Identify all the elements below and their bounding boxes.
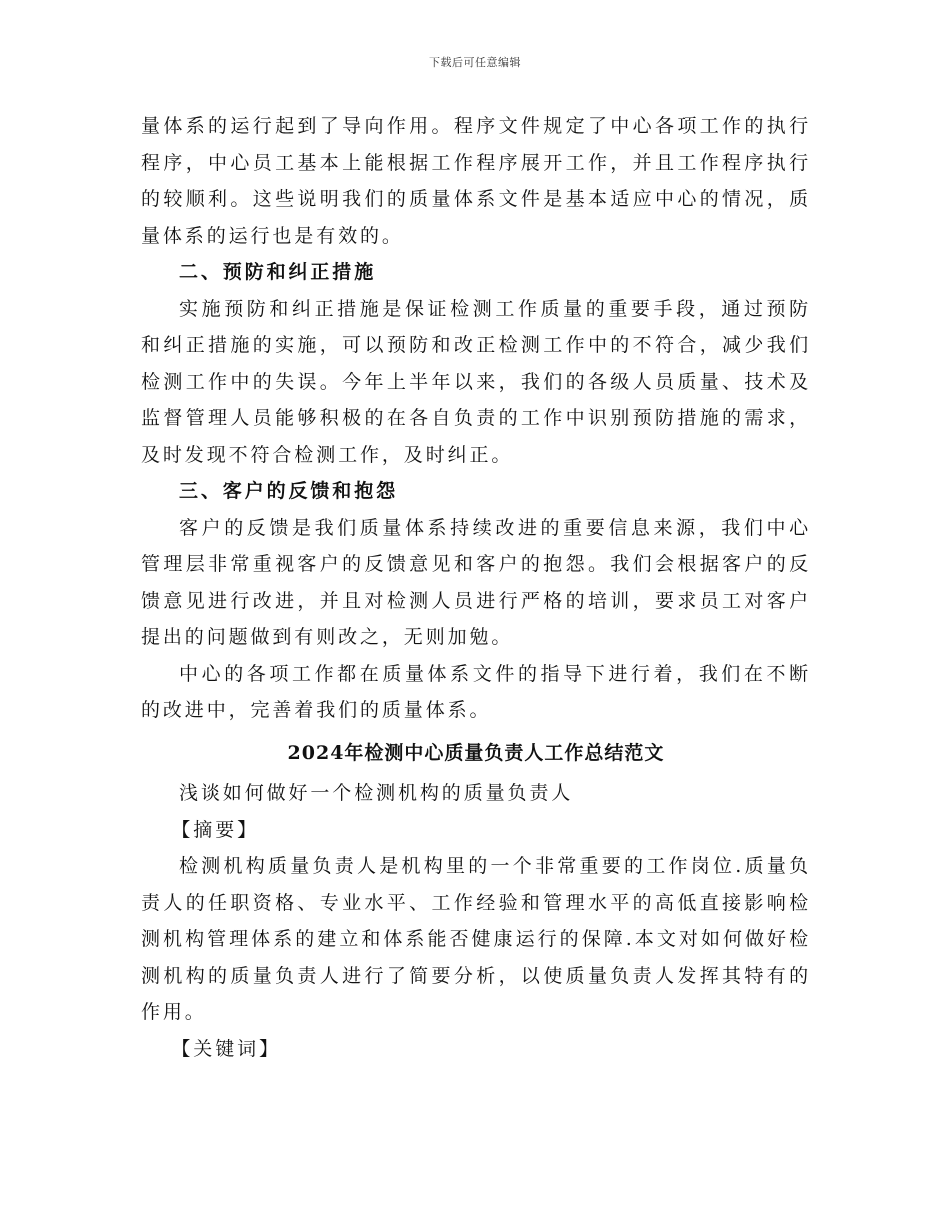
keywords-label: 【关键词】 — [171, 1037, 281, 1060]
document-body — [141, 108, 811, 1067]
paragraph-feedback: 客户的反馈是我们质量体系持续改进的重要信息来源，我们中心管理层非常重视客户的反馈意见和客户的抱怨。我们会根据客户的反馈意见进行改进，并且对检测人员进行严格的培训，要求员工对客户提出的问题做到有则改之，无则加勉。 — [141, 516, 811, 648]
article-subtitle: 浅谈如何做好一个检测机构的质量负责人 — [179, 782, 574, 804]
section-heading-feedback: 三、客户的反馈和抱怨 — [179, 480, 399, 502]
paragraph-quality-system: 量体系的运行起到了导向作用。程序文件规定了中心各项工作的执行程序，中心员工基本上能根据工作程序展开工作，并且工作程序执行的较顺利。这些说明我们的质量体系文件是基本适应中心的情况，质量体系的运行也是有效的。 — [141, 115, 811, 247]
abstract-text: 检测机构质量负责人是机构里的一个非常重要的工作岗位.质量负责人的任职资格、专业水平、工作经验和管理水平的高低直接影响检测机构管理体系的建立和体系能否健康运行的保障.本文对如何做好检测机构的质量负责人进行了简要分析，以使质量负责人发挥其特有的作用。 — [141, 855, 811, 1023]
paragraph-conclusion: 中心的各项工作都在质量体系文件的指导下进行着，我们在不断的改进中，完善着我们的质量体系。 — [141, 662, 811, 721]
article-title: 2024年检测中心质量负责人工作总结范文 — [287, 741, 665, 764]
header-note: 下载后可任意编辑 — [429, 56, 521, 69]
paragraph-prevention: 实施预防和纠正措施是保证检测工作质量的重要手段，通过预防和纠正措施的实施，可以预防和改正检测工作中的不符合，减少我们检测工作中的失误。今年上半年以来，我们的各级人员质量、技术及监督管理人员能够积极的在各自负责的工作中识别预防措施的需求，及时发现不符合检测工作，及时纠正。 — [141, 297, 811, 466]
section-heading-prevention: 二、预防和纠正措施 — [179, 261, 377, 283]
abstract-label: 【摘要】 — [171, 818, 259, 841]
